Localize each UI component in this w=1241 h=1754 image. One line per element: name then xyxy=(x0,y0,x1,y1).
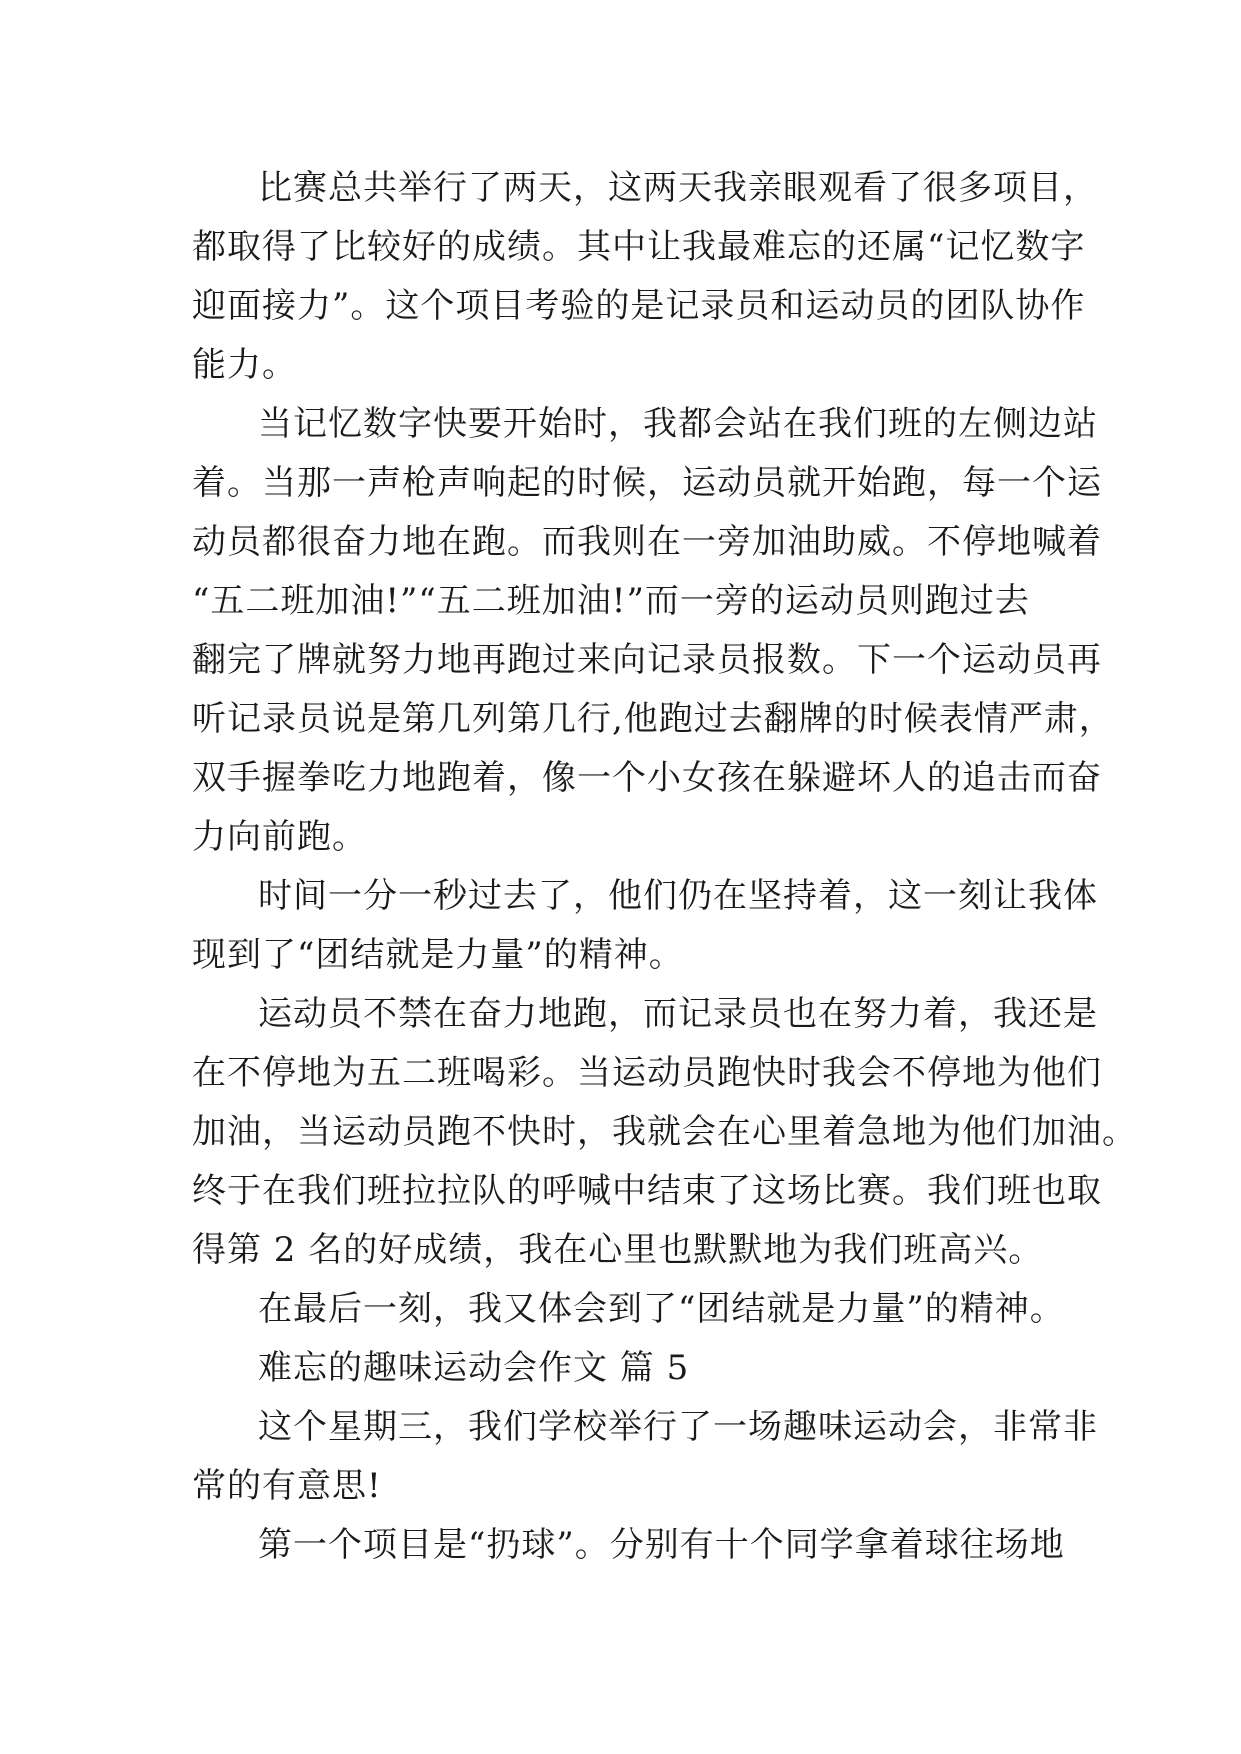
text-line: 翻完了牌就努力地再跑过来向记录员报数。下一个运动员再 xyxy=(192,640,1102,680)
text-line: 听记录员说是第几列第几行,他跑过去翻牌的时候表情严肃， xyxy=(192,699,1114,739)
section-heading: 难忘的趣味运动会作文 篇 5 xyxy=(258,1348,690,1388)
text-line: 着。当那一声枪声响起的时候，运动员就开始跑，每一个运 xyxy=(192,463,1102,503)
text-line: 在最后一刻，我又体会到了“团结就是力量”的精神。 xyxy=(258,1289,1065,1329)
text-line: 动员都很奋力地在跑。而我则在一旁加油助威。不停地喊着 xyxy=(192,522,1102,562)
text-line: 现到了“团结就是力量”的精神。 xyxy=(192,935,684,975)
text-line: 终于在我们班拉拉队的呼喊中结束了这场比赛。我们班也取 xyxy=(192,1171,1102,1211)
text-line: 迎面接力”。这个项目考验的是记录员和运动员的团队协作 xyxy=(192,286,1086,326)
text-line: 运动员不禁在奋力地跑，而记录员也在努力着，我还是 xyxy=(258,994,1098,1034)
text-line: 得第 2 名的好成绩，我在心里也默默地为我们班高兴。 xyxy=(192,1230,1044,1270)
text-line: 在不停地为五二班喝彩。当运动员跑快时我会不停地为他们 xyxy=(192,1053,1102,1093)
text-line: 都取得了比较好的成绩。其中让我最难忘的还属“记忆数字 xyxy=(192,227,1086,267)
text-line: 时间一分一秒过去了，他们仍在坚持着，这一刻让我体 xyxy=(258,876,1098,916)
text-line: “五二班加油!”“五二班加油!”而一旁的运动员则跑过去 xyxy=(192,581,1030,621)
text-line: 加油，当运动员跑不快时，我就会在心里着急地为他们加油。 xyxy=(192,1112,1137,1152)
text-line: 当记忆数字快要开始时，我都会站在我们班的左侧边站 xyxy=(258,404,1098,444)
text-line: 常的有意思! xyxy=(192,1466,382,1506)
text-line: 力向前跑。 xyxy=(192,817,367,857)
text-line: 第一个项目是“扔球”。分别有十个同学拿着球往场地 xyxy=(258,1525,1065,1565)
text-line: 能力。 xyxy=(192,345,297,385)
text-line: 比赛总共举行了两天，这两天我亲眼观看了很多项目， xyxy=(258,168,1098,208)
text-line: 双手握拳吃力地跑着，像一个小女孩在躲避坏人的追击而奋 xyxy=(192,758,1102,798)
text-line: 这个星期三，我们学校举行了一场趣味运动会，非常非 xyxy=(258,1407,1098,1447)
